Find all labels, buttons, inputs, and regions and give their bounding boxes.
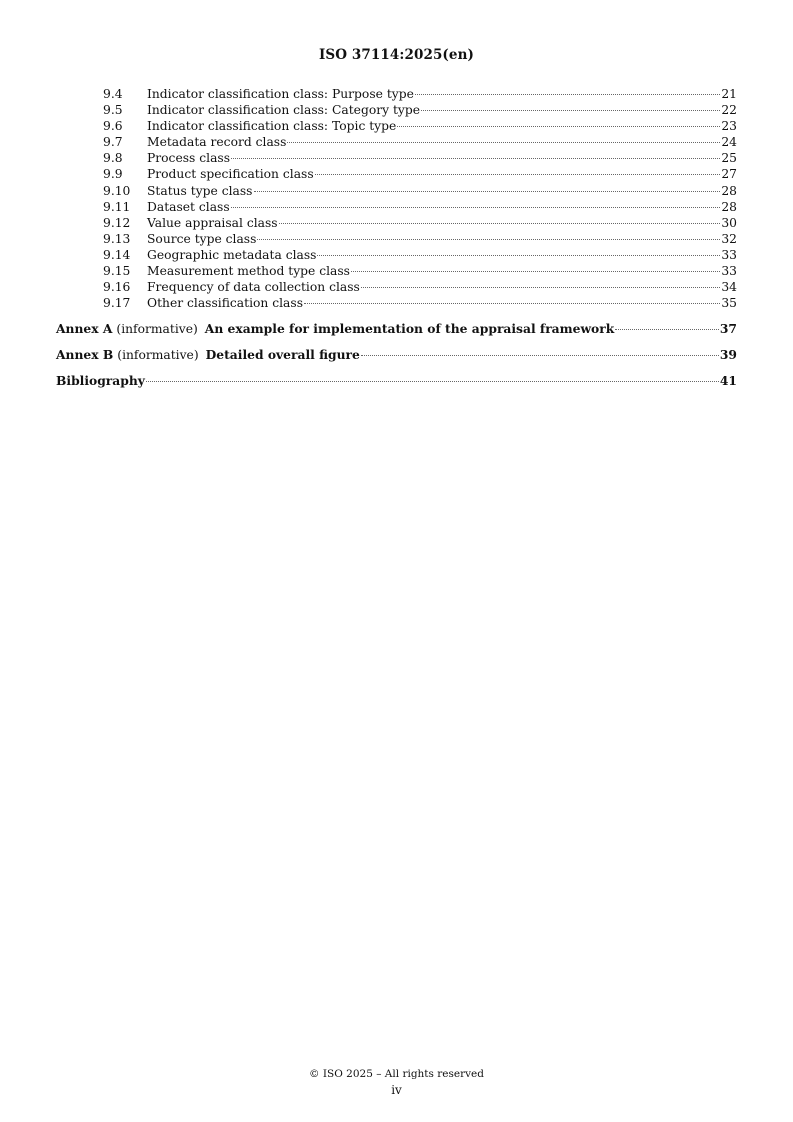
toc-entry-9-16[interactable]	[56, 279, 737, 295]
toc-entry-page: 35	[721, 296, 737, 311]
toc-entry-title: Indicator classification class: Purpose type	[147, 87, 414, 101]
bibliography-title: Bibliography	[56, 373, 145, 389]
toc-entry-number: 9.11	[103, 199, 131, 214]
toc-entry-page: 25	[721, 151, 737, 166]
toc-entry-number: 9.13	[103, 231, 131, 246]
toc-entry-title: Source type class	[147, 231, 257, 246]
toc-entry-9-15[interactable]	[56, 263, 737, 279]
dot-leader	[257, 239, 720, 240]
toc-entry-title: Other classification class	[147, 296, 304, 311]
dot-leader	[304, 303, 720, 304]
toc-entry-title: Dataset class	[147, 199, 230, 214]
annex-type: (informative)	[117, 348, 199, 363]
toc-entry-page: 34	[721, 280, 737, 295]
toc-entry-9-13[interactable]	[56, 231, 737, 247]
dot-leader	[317, 255, 720, 256]
toc-entry-title: Frequency of data collection class	[147, 280, 360, 295]
toc-entry-title: Status type class	[147, 183, 253, 198]
annex-type: (informative)	[116, 322, 198, 337]
dot-leader	[361, 287, 720, 288]
toc-entry-9-5[interactable]	[56, 102, 737, 118]
table-of-contents	[56, 86, 737, 390]
toc-entry-number: 9.10	[103, 183, 131, 198]
toc-entry-title: Product specification class	[147, 167, 314, 182]
toc-entry-title: Metadata record class	[147, 135, 287, 150]
page-number: iv	[391, 1083, 402, 1097]
dot-leader	[315, 174, 721, 175]
toc-entry-number: 9.16	[103, 280, 131, 295]
toc-entry-title: Value appraisal class	[147, 215, 278, 230]
toc-entry-page: 30	[721, 215, 737, 230]
dot-leader	[361, 355, 719, 356]
toc-entry-page: 21	[721, 87, 737, 101]
toc-entry-annex-a[interactable]	[56, 320, 737, 338]
toc-entry-page: 37	[719, 321, 737, 337]
toc-entry-number: 9.12	[103, 215, 131, 230]
toc-entry-page: 27	[721, 167, 737, 182]
annex-title: An example for implementation of the appraisal framework	[204, 321, 615, 337]
page-footer	[0, 1066, 793, 1098]
toc-entry-number: 9.14	[103, 247, 131, 262]
toc-entry-9-6[interactable]	[56, 118, 737, 134]
toc-entry-9-7[interactable]	[56, 134, 737, 150]
toc-entry-bibliography[interactable]	[56, 372, 737, 390]
toc-entry-number: 9.8	[103, 151, 123, 166]
dot-leader	[231, 207, 721, 208]
toc-entry-title: Geographic metadata class	[147, 247, 317, 262]
toc-entry-page: 28	[721, 199, 737, 214]
annex-label: Annex B	[56, 347, 114, 363]
toc-entry-9-4[interactable]	[56, 86, 737, 102]
toc-entry-9-14[interactable]	[56, 247, 737, 263]
toc-entry-page: 28	[721, 183, 737, 198]
annex-label: Annex A	[56, 321, 113, 337]
dot-leader	[279, 223, 721, 224]
toc-entry-title: Measurement method type class	[147, 264, 350, 279]
toc-entry-number: 9.4	[103, 87, 123, 101]
toc-entry-number: 9.5	[103, 103, 123, 118]
dot-leader	[146, 381, 719, 382]
dot-leader	[254, 191, 721, 192]
toc-entry-page: 33	[721, 264, 737, 279]
document-header: ISO 37114:2025(en)	[318, 47, 475, 63]
toc-entry-number: 9.15	[103, 264, 131, 279]
toc-entry-page: 41	[719, 373, 737, 389]
toc-entry-page: 23	[721, 119, 737, 134]
toc-entry-number: 9.17	[103, 296, 131, 311]
copyright-notice: © ISO 2025 – All rights reserved	[309, 1068, 484, 1080]
toc-entry-9-10[interactable]	[56, 183, 737, 199]
toc-entry-number: 9.6	[103, 119, 123, 134]
toc-entry-9-17[interactable]	[56, 295, 737, 311]
dot-leader	[351, 271, 720, 272]
dot-leader	[421, 110, 720, 111]
toc-entry-title: Indicator classification class: Topic type	[147, 119, 397, 134]
toc-entry-number: 9.9	[103, 167, 123, 182]
toc-entry-9-11[interactable]	[56, 199, 737, 215]
dot-leader	[287, 142, 720, 143]
toc-entry-page: 33	[721, 247, 737, 262]
dot-leader	[231, 158, 720, 159]
toc-entry-number: 9.7	[103, 135, 123, 150]
toc-entry-page: 39	[719, 347, 737, 363]
dot-leader	[615, 329, 719, 330]
toc-entry-page: 22	[721, 103, 737, 118]
toc-entry-9-8[interactable]	[56, 150, 737, 166]
toc-entry-9-12[interactable]	[56, 215, 737, 231]
toc-entry-page: 24	[721, 135, 737, 150]
toc-entry-title: Indicator classification class: Category type	[147, 103, 420, 118]
toc-entry-title: Process class	[147, 151, 231, 166]
dot-leader	[397, 126, 720, 127]
toc-entry-page: 32	[721, 231, 737, 246]
annex-title: Detailed overall figure	[205, 347, 360, 363]
toc-entry-annex-b[interactable]	[56, 346, 737, 364]
toc-entry-9-9[interactable]	[56, 166, 737, 182]
dot-leader	[415, 94, 720, 95]
